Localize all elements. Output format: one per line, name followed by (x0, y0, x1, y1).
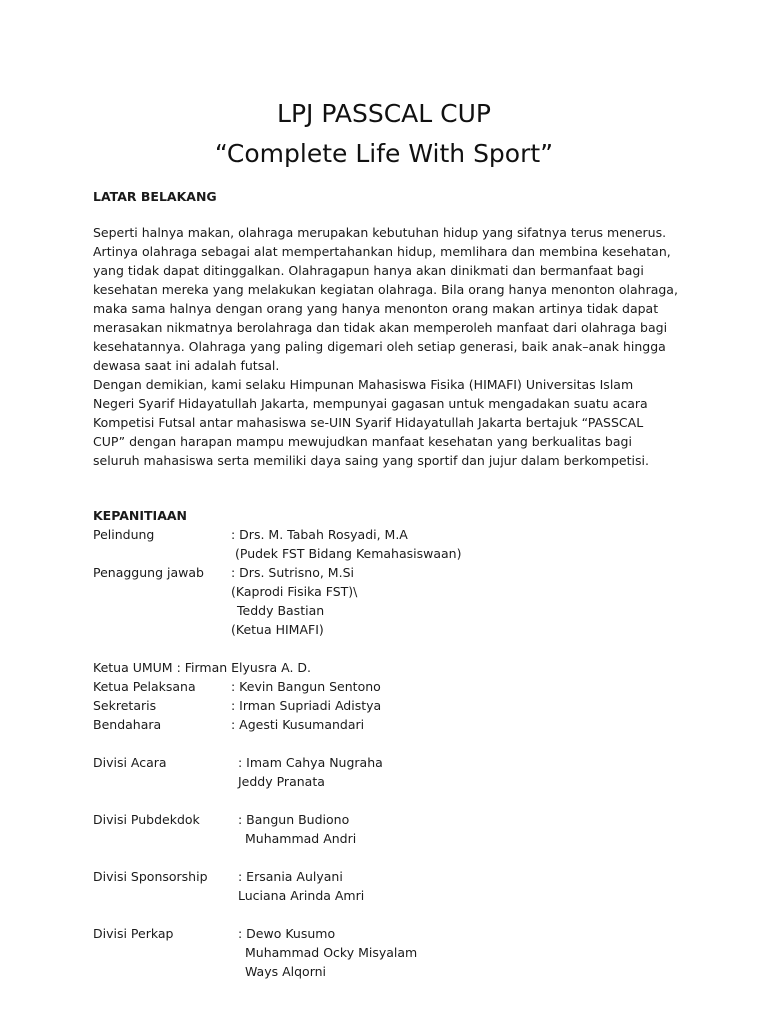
role-value: Muhammad Andri (245, 831, 357, 846)
paragraph-line: yang tidak dapat ditinggalkan. Olahragapun hanya akan dinikmati dan bermanfaat bagi (93, 263, 644, 278)
role-label: Divisi Pubdekdok (93, 812, 200, 827)
paragraph-line: kesehatannya. Olahraga yang paling digemari oleh setiap generasi, baik anak–anak hingga (93, 339, 666, 354)
role-note: (Kaprodi Fisika FST)\ (231, 584, 358, 599)
role-value: Jeddy Pranata (238, 774, 325, 789)
paragraph-line: seluruh mahasiswa serta memiliki daya saing yang sportif dan jujur dalam berkompetisi. (93, 453, 649, 468)
paragraph-line: Negeri Syarif Hidayatullah Jakarta, mempunyai gagasan untuk mengadakan suatu acara (93, 396, 648, 411)
role-label: Pelindung (93, 527, 155, 542)
role-value: : Bangun Budiono (238, 812, 350, 827)
paragraph-line: Artinya olahraga sebagai alat mempertahankan hidup, memlihara dan membina kesehatan, (93, 244, 671, 259)
role-value: : Drs. M. Tabah Rosyadi, M.A (231, 527, 408, 542)
document-subtitle: “Complete Life With Sport” (214, 139, 554, 168)
role-value: : Kevin Bangun Sentono (231, 679, 381, 694)
role-note: (Pudek FST Bidang Kemahasiswaan) (235, 546, 462, 561)
role-note: (Ketua HIMAFI) (231, 622, 324, 637)
paragraph-line: maka sama halnya dengan orang yang hanya menonton orang makan artinya tidak dapat (93, 301, 659, 316)
role-label: Ketua UMUM : Firman Elyusra A. D. (93, 660, 312, 675)
paragraph-line: Seperti halnya makan, olahraga merupakan kebutuhan hidup yang sifatnya terus menerus. (93, 225, 667, 240)
role-value: : Drs. Sutrisno, M.Si (231, 565, 354, 580)
latar-belakang-paragraph (93, 223, 683, 470)
role-value: : Ersania Aulyani (238, 869, 343, 884)
role-label: Divisi Perkap (93, 926, 174, 941)
role-value: Muhammad Ocky Misyalam (245, 945, 418, 960)
role-label: Bendahara (93, 717, 162, 732)
role-value: Luciana Arinda Amri (238, 888, 365, 903)
paragraph-line: dewasa saat ini adalah futsal. (93, 358, 280, 373)
role-value: : Irman Supriadi Adistya (231, 698, 382, 713)
role-label: Sekretaris (93, 698, 157, 713)
paragraph-line: merasakan nikmatnya berolahraga dan tidak akan memperoleh manfaat dari olahraga bagi (93, 320, 668, 335)
role-value: : Agesti Kusumandari (231, 717, 365, 732)
document-title: LPJ PASSCAL CUP (277, 99, 491, 128)
paragraph-line: Kompetisi Futsal antar mahasiswa se-UIN Syarif Hidayatullah Jakarta bertajuk “PASSCAL (93, 415, 644, 430)
paragraph-line: kesehatan mereka yang melakukan kegiatan olahraga. Bila orang hanya menonton olahraga, (93, 282, 678, 297)
role-label: Ketua Pelaksana (93, 679, 196, 694)
role-label: Divisi Acara (93, 755, 167, 770)
section-heading-kepanitiaan: KEPANITIAAN (93, 508, 188, 523)
role-value: : Imam Cahya Nugraha (238, 755, 383, 770)
role-value: Ways Alqorni (245, 964, 327, 979)
section-heading-latar-belakang: LATAR BELAKANG (93, 189, 217, 204)
paragraph-line: CUP” dengan harapan mampu mewujudkan manfaat kesehatan yang berkualitas bagi (93, 434, 632, 449)
role-value: : Dewo Kusumo (238, 926, 336, 941)
role-label: Divisi Sponsorship (93, 869, 208, 884)
paragraph-line: Dengan demikian, kami selaku Himpunan Mahasiswa Fisika (HIMAFI) Universitas Islam (93, 377, 634, 392)
role-label: Penaggung jawab (93, 565, 204, 580)
role-value: Teddy Bastian (237, 603, 325, 618)
